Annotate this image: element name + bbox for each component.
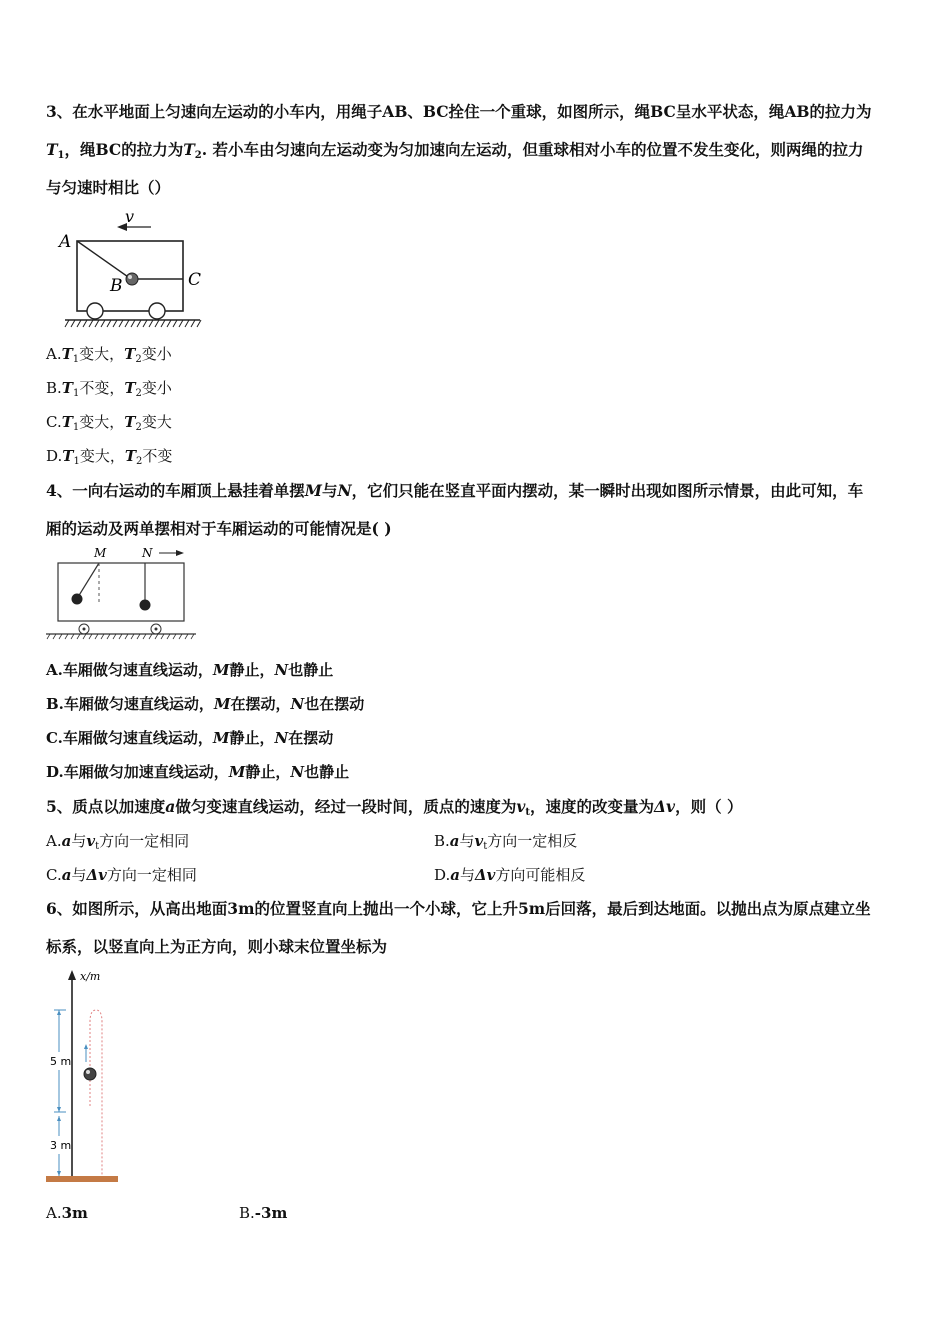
- q3-figure-cart: [55, 205, 215, 335]
- q5-option-b[interactable]: B.a与$v_t$方向一定相反: [434, 832, 578, 852]
- q4-line2: 厢的运动及两单摆相对于车厢运动的可能情况是( ): [46, 519, 392, 538]
- q4-option-a[interactable]: A.车厢做匀速直线运动，M静止，N也静止: [46, 661, 334, 679]
- q3-fig-b-label: B: [110, 276, 123, 296]
- q5-line1: 5、质点以加速度a做匀变速直线运动，经过一段时间，质点的速度为$v_t$，速度的改变量为Δv，则（ ）: [46, 797, 743, 818]
- q6-option-b[interactable]: B.-3m: [239, 1204, 288, 1222]
- q3-fig-v-label: v: [125, 207, 135, 226]
- q4-fig-m-label: M: [94, 546, 107, 560]
- q6-fig-three-label: 3 m: [50, 1139, 72, 1152]
- q3-option-b[interactable]: $B.T_1$不变，$T_2$变小: [46, 379, 172, 399]
- q3-option-d[interactable]: $D.T_1$变大，$T_2$不变: [46, 447, 173, 467]
- q4-option-d[interactable]: D.车厢做匀加速直线运动，M静止，N也静止: [46, 763, 350, 781]
- q3-fig-a-label: A: [59, 232, 72, 252]
- q4-option-b[interactable]: B.车厢做匀速直线运动，M在摆动，N也在摆动: [46, 695, 365, 713]
- q4-line1: 4、一向右运动的车厢顶上悬挂着单摆M与N，它们只能在竖直平面内摆动，某一瞬时出现如图所示情景，由此可知，车: [46, 481, 864, 500]
- q3-line3: 与匀速时相比（）: [46, 178, 171, 197]
- q6-line1: 6、如图所示，从高出地面3m的位置竖直向上抛出一个小球，它上升5m后回落，最后到达地面。以抛出点为原点建立坐: [46, 899, 871, 918]
- q5-option-a[interactable]: A.a与$v_t$方向一定相同: [46, 832, 190, 852]
- q6-fig-five-label: 5 m: [50, 1055, 72, 1068]
- q3-option-c[interactable]: $C.T_1$变大，$T_2$变大: [46, 413, 172, 433]
- q6-fig-axis-label: x/m: [80, 970, 101, 983]
- q6-figure-throw: [44, 966, 134, 1186]
- q5-option-d[interactable]: D.a与Δv方向可能相反: [434, 866, 586, 884]
- q3-line2: $T_1$，绳BC的拉力为$T_2$. 若小车由匀速向左运动变为匀加速向左运动，但重球相对小车的位置不发生变化，则两绳的拉力: [46, 140, 864, 161]
- q6-option-a[interactable]: A.3m: [46, 1204, 88, 1222]
- q6-line2: 标系，以竖直向上为正方向，则小球末位置坐标为: [46, 937, 388, 956]
- q3-line1: 3、在水平地面上匀速向左运动的小车内，用绳子AB、BC拴住一个重球，如图所示，绳BC呈水平状态，绳AB的拉力为: [46, 102, 872, 121]
- q3-fig-c-label: C: [188, 270, 202, 290]
- q4-option-c[interactable]: C.车厢做匀速直线运动，M静止，N在摆动: [46, 729, 334, 747]
- q5-option-c[interactable]: C.a与Δv方向一定相同: [46, 866, 197, 884]
- q4-figure-carriage: [44, 545, 204, 645]
- q4-fig-n-label: N: [142, 546, 153, 560]
- q3-option-a[interactable]: $A.T_1$变大，$T_2$变小: [46, 345, 172, 365]
